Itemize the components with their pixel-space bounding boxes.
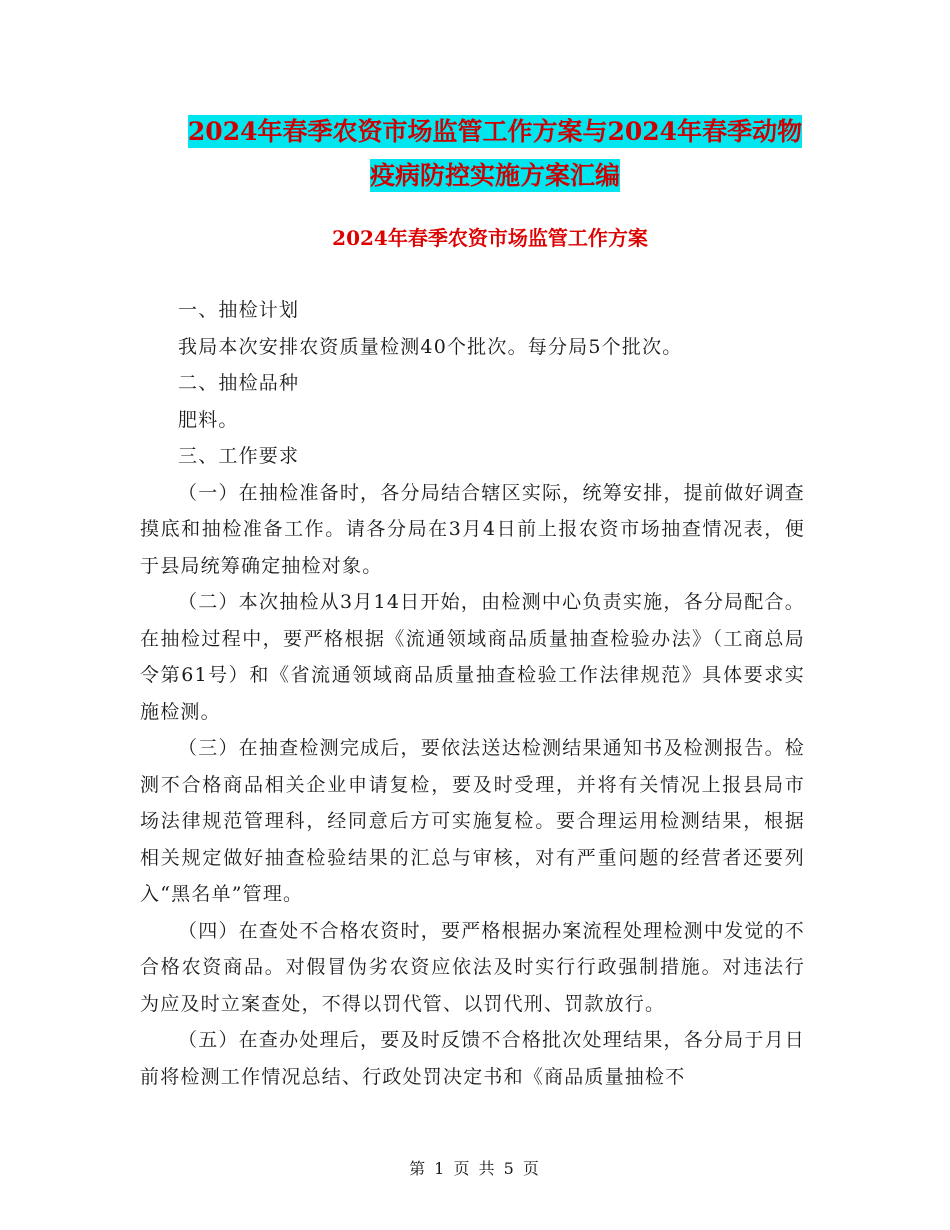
title-line-2: 疫病防控实施方案汇编 [369,161,620,190]
paragraph: 肥料。 [178,408,239,431]
title-line-1: 2024年春季农资市场监管工作方案与2024年春季动物 [187,117,803,146]
paragraph: （一）在抽检准备时，各分局结合辖区实际，统筹安排，提前做好调查摸底和抽检准备工作。请各分局在3月4日前上报农资市场抽查情况表，便于县局统筹确定抽检对象。 [140,481,805,577]
paragraph: 三、工作要求 [178,445,300,467]
document-title [140,110,850,198]
paragraph: （三）在抽查检测完成后，要依法送达检测结果通知书及检测报告。检测不合格商品相关企业申请复检，要及时受理，并将有关情况上报县局市场法律规范管理科，经同意后方可实施复检。要合理运用检测结果，根据相关规定做好抽查检验结果的汇总与审核，对有严重问题的经营者还要列入“黑名单”管理。 [140,737,805,905]
paragraph: 二、抽检品种 [178,372,300,394]
paragraph: （四）在查处不合格农资时，要严格根据办案流程处理检测中发觉的不合格农资商品。对假冒伪劣农资应依法及时实行行政强制措施。对违法行为应及时立案查处，不得以罚代管、以罚代刑、罚款放行。 [140,919,805,1015]
paragraph: （五）在查办处理后，要及时反馈不合格批次处理结果，各分局于月日前将检测工作情况总结、行政处罚决定书和《商品质量抽检不 [140,1029,805,1088]
paragraph: 一、抽检计划 [178,299,300,321]
paragraph: （二）本次抽检从3月14日开始，由检测中心负责实施，各分局配合。在抽检过程中，要严格根据《流通领域商品质量抽查检验办法》（工商总局令第61号）和《省流通领域商品质量抽查检验工作法律规范》具体要求实施检测。 [140,591,805,723]
section-title: 2024年春季农资市场监管工作方案 [332,226,648,250]
paragraph: 我局本次安排农资质量检测40个批次。每分局5个批次。 [178,335,683,358]
page-footer: 第 1 页 共 5 页 [409,1159,541,1178]
document-body [140,292,805,1095]
